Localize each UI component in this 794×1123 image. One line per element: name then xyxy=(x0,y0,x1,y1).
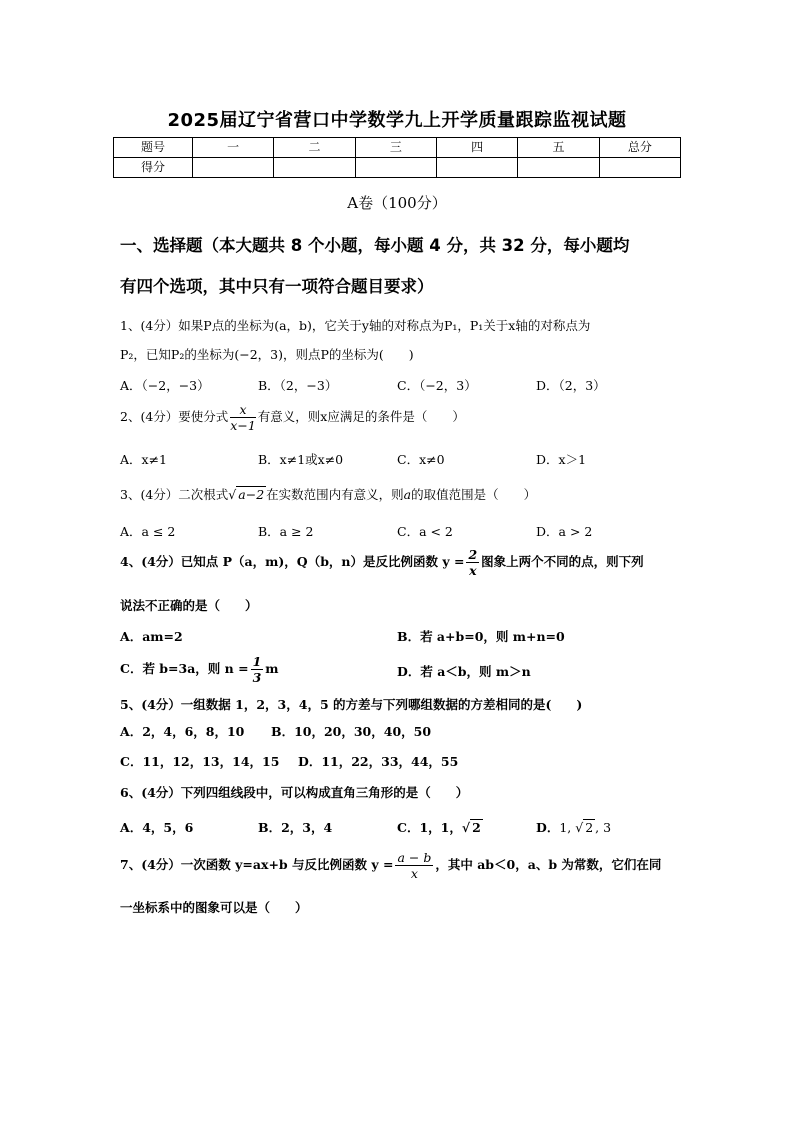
question-6-option-d-mid: 1, xyxy=(559,820,576,835)
question-6-stem: 6、(4分）下列四组线段中，可以构成直角三角形的是（ ） xyxy=(120,785,469,800)
question-4-option-c-fraction xyxy=(251,654,264,685)
fraction-denominator: 3 xyxy=(252,670,262,685)
question-5-option-b: B．10，20，30，40，50 xyxy=(271,724,432,739)
sqrt-icon: √ xyxy=(575,820,584,835)
question-3-variable: a xyxy=(403,487,412,502)
question-4-stem xyxy=(120,547,690,578)
question-5-option-c: C．11，12，13，14，15 xyxy=(120,754,280,769)
question-1-option-d: D．（2，3） xyxy=(536,378,606,393)
question-6-option-d xyxy=(536,818,611,836)
question-2-option-a: A．x≠1 xyxy=(120,452,168,467)
question-7-stem xyxy=(120,850,690,881)
score-entry-cell[interactable] xyxy=(355,158,436,178)
question-3-option-d: D．a > 2 xyxy=(536,524,593,539)
question-7-line2: 一坐标系中的图象可以是（ ） xyxy=(120,900,308,915)
volume-heading: A卷（100分） xyxy=(347,194,447,212)
score-entry-cell[interactable] xyxy=(518,158,599,178)
score-table xyxy=(113,137,681,178)
fraction-denominator: x xyxy=(410,866,418,881)
exam-title: 2025届辽宁省营口中学数学九上开学质量跟踪监视试题 xyxy=(167,110,627,131)
question-4-option-c-post: m xyxy=(265,661,279,676)
question-2-text-post: 有意义，则x应满足的条件是（ ） xyxy=(257,409,465,424)
question-7-fraction xyxy=(395,850,433,881)
fraction-numerator: x xyxy=(230,402,255,418)
question-3-text-pre: 3、(4分）二次根式 xyxy=(120,487,229,502)
question-1-option-a: A．（−2，−3） xyxy=(120,378,210,393)
question-7-text-post: ，其中 ab＜0，a、b 为常数，它们在同 xyxy=(435,857,662,872)
question-2-option-c: C．x≠0 xyxy=(397,452,445,467)
question-6-option-c xyxy=(397,818,483,836)
score-table-cell: 四 xyxy=(436,138,517,158)
question-4-text-pre: 4、(4分）已知点 P（a，m)，Q（b，n）是反比例函数 y = xyxy=(120,554,465,569)
question-3-text-mid: 在实数范围内有意义，则 xyxy=(266,487,404,502)
score-table-score-row xyxy=(114,158,681,178)
sqrt-icon: √ xyxy=(228,487,237,502)
question-5-option-a: A．2，4，6，8，10 xyxy=(120,724,245,739)
question-1-option-b: B．（2，−3） xyxy=(258,378,338,393)
section-heading-line2: 有四个选项，其中只有一项符合题目要求） xyxy=(120,277,434,296)
question-2-option-d: D．x＞1 xyxy=(536,452,587,467)
question-6-option-d-pre: D． xyxy=(536,820,560,835)
question-4-text-post: 图象上两个不同的点，则下列 xyxy=(481,554,644,569)
fraction-numerator: 2 xyxy=(468,547,478,562)
fraction-numerator: a − b xyxy=(397,850,432,865)
question-4-option-d: D．若 a＜b，则 m＞n xyxy=(397,664,531,679)
question-2-stem xyxy=(120,402,690,433)
question-1-line2: P₂，已知P₂的坐标为(−2，3)，则点P的坐标为( ) xyxy=(120,347,414,362)
question-4-option-c-pre: C．若 b=3a，则 n = xyxy=(120,661,249,676)
question-3-option-c: C．a < 2 xyxy=(397,524,453,539)
score-row-label: 得分 xyxy=(114,158,193,178)
question-4-fraction xyxy=(466,547,479,578)
score-entry-cell[interactable] xyxy=(193,158,274,178)
question-3-option-a: A．a ≤ 2 xyxy=(120,524,176,539)
question-6-option-c-pre: C．1，1， xyxy=(397,820,462,835)
question-4-option-a: A．am=2 xyxy=(120,629,183,644)
question-4-option-c xyxy=(120,654,279,685)
question-3-stem xyxy=(120,485,690,503)
question-3-text-post: 的取值范围是（ ） xyxy=(411,487,537,502)
question-2-option-b: B．x≠1或x≠0 xyxy=(258,452,344,467)
fraction-numerator: 1 xyxy=(252,654,262,669)
question-4-line2: 说法不正确的是（ ） xyxy=(120,598,258,613)
question-2-fraction xyxy=(230,402,255,433)
question-5-stem: 5、(4分）一组数据 1，2，3，4，5 的方差与下列哪组数据的方差相同的是( ) xyxy=(120,697,583,712)
question-3-radicand: a−2 xyxy=(238,487,265,502)
question-5-option-d: D．11，22，33，44，55 xyxy=(298,754,459,769)
question-7-text-pre: 7、(4分）一次函数 y=ax+b 与反比例函数 y = xyxy=(120,857,394,872)
question-2-text-pre: 2、(4分）要使分式 xyxy=(120,409,229,424)
score-entry-cell[interactable] xyxy=(274,158,355,178)
score-table-cell: 二 xyxy=(274,138,355,158)
question-6-option-c-radicand: 2 xyxy=(472,820,481,835)
question-6-option-b: B．2，3，4 xyxy=(258,820,333,835)
question-1-option-c: C．（−2，3） xyxy=(397,378,477,393)
score-table-cell: 三 xyxy=(355,138,436,158)
score-table-cell: 一 xyxy=(193,138,274,158)
score-table-header-row xyxy=(114,138,681,158)
score-table-cell: 五 xyxy=(518,138,599,158)
question-6-option-d-post: , 3 xyxy=(595,820,612,835)
question-4-option-b: B．若 a+b=0，则 m+n=0 xyxy=(397,629,565,644)
section-heading-line1: 一、选择题（本大题共 8 个小题，每小题 4 分，共 32 分，每小题均 xyxy=(120,236,630,255)
fraction-denominator: x xyxy=(469,563,477,578)
fraction-denominator: x−1 xyxy=(230,418,256,433)
question-3-option-b: B．a ≥ 2 xyxy=(258,524,314,539)
sqrt-icon: √ xyxy=(461,820,471,835)
score-entry-cell[interactable] xyxy=(436,158,517,178)
score-table-cell: 总分 xyxy=(599,138,680,158)
score-table-cell: 题号 xyxy=(114,138,193,158)
question-6-option-a: A．4，5，6 xyxy=(120,820,194,835)
question-6-option-d-radicand: 2 xyxy=(585,820,594,835)
question-1-line1: 1、(4分）如果P点的坐标为(a，b)，它关于y轴的对称点为P₁，P₁关于x轴的对称点为 xyxy=(120,318,591,333)
score-entry-cell[interactable] xyxy=(599,158,680,178)
